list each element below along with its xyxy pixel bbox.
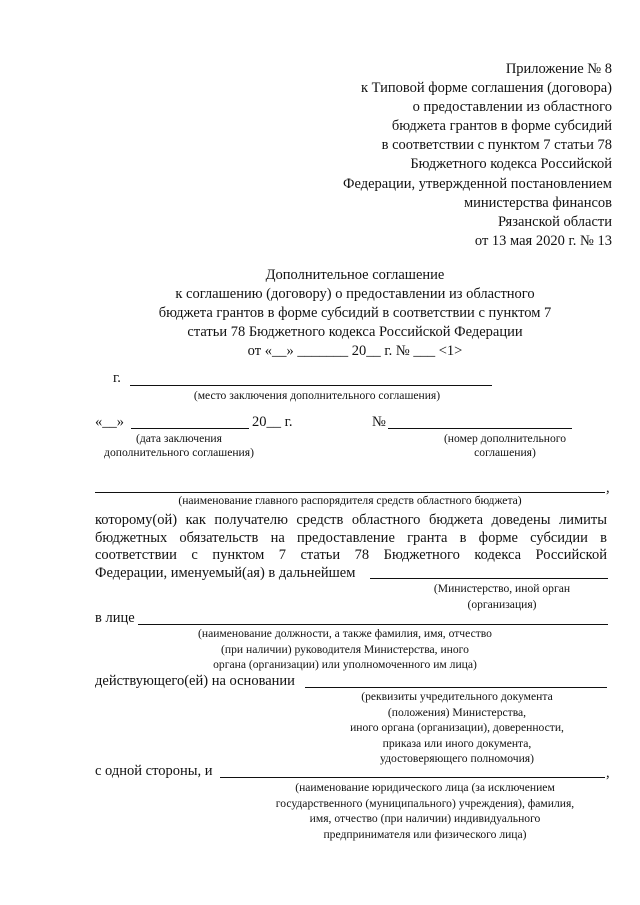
body-line-1: которому(ой) как получателю средств областного бюджета доведены лимиты	[95, 512, 607, 528]
ministry-caption-line: (Министерство, иной орган	[433, 582, 571, 595]
title-line: бюджета грантов в форме субсидий в соответствии с пунктом 7	[158, 305, 552, 321]
number-caption-line: (номер дополнительного	[443, 432, 567, 445]
distributor-caption: (наименование главного распорядителя средств областного бюджета)	[178, 494, 522, 507]
person-blank	[138, 624, 608, 625]
title-line: к соглашению (договору) о предоставлении из областного	[175, 286, 535, 302]
person-caption	[160, 626, 530, 673]
date-year: 20__ г.	[252, 414, 293, 430]
date-caption	[84, 432, 274, 460]
party-blank	[220, 777, 605, 778]
basis-caption-line: (реквизиты учредительного документа	[361, 690, 553, 703]
appendix-line: к Типовой форме соглашения (договора)	[360, 80, 612, 97]
ministry-blank	[370, 578, 608, 579]
basis-caption-line: удостоверяющего полномочия)	[380, 752, 534, 765]
appendix-line: от 13 мая 2020 г. № 13	[474, 232, 612, 249]
number-caption	[410, 432, 600, 460]
number-caption-line: соглашения)	[474, 446, 536, 459]
date-blank	[131, 428, 249, 429]
party-caption-line: имя, отчество (при наличии) индивидуального	[309, 812, 541, 825]
party-caption-line: предпринимателя или физического лица)	[323, 827, 527, 841]
party-caption-line: (наименование юридического лица (за исключением	[295, 781, 555, 794]
body-line-4: Федерации, именуемый(ая) в дальнейшем	[95, 564, 356, 581]
party-label: с одной стороны, и	[95, 763, 213, 779]
place-caption: (место заключения дополнительного соглашения)	[193, 389, 441, 402]
party-comma: ,	[606, 765, 610, 781]
title-line: Дополнительное соглашение	[265, 267, 445, 283]
appendix-line: министерства финансов	[463, 194, 612, 211]
date-caption-line: дополнительного соглашения)	[104, 446, 254, 459]
basis-caption-line: приказа или иного документа,	[382, 736, 532, 750]
date-open: «__»	[95, 414, 124, 430]
distributor-blank	[95, 492, 605, 493]
person-caption-line: (при наличии) руководителя Министерства, иного	[221, 642, 469, 656]
appendix-header	[252, 60, 612, 251]
person-caption-line: (наименование должности, а также фамилия, имя, отчество	[198, 627, 492, 640]
ministry-caption-line: (организация)	[467, 598, 537, 611]
appendix-line: в соответствии с пунктом 7 статьи 78	[381, 137, 612, 154]
body-line-2: бюджетных обязательств на предоставление гранта в форме субсидии в	[95, 529, 607, 546]
body-line-3: соответствии с пунктом 7 статьи 78 Бюджетного кодекса Российской	[95, 547, 607, 563]
basis-caption-line: иного органа (организации), доверенности,	[350, 721, 564, 734]
appendix-line: Рязанской области	[498, 213, 612, 230]
place-prefix: г.	[113, 370, 121, 386]
party-caption-line: государственного (муниципального) учреждения), фамилия,	[275, 796, 575, 810]
ministry-caption	[420, 581, 584, 613]
appendix-line: Бюджетного кодекса Российской	[410, 156, 612, 173]
place-blank	[130, 385, 492, 386]
appendix-line: бюджета грантов в форме субсидий	[391, 118, 612, 135]
number-sign: №	[372, 414, 386, 430]
date-caption-line: (дата заключения	[136, 432, 222, 445]
basis-label: действующего(ей) на основании	[95, 673, 295, 689]
person-caption-line: органа (организации) или уполномоченного им лица)	[213, 658, 477, 671]
person-label: в лице	[95, 610, 135, 626]
appendix-line: Приложение № 8	[505, 61, 612, 77]
basis-caption	[326, 689, 588, 767]
title-line: статьи 78 Бюджетного кодекса Российской Федерации	[187, 324, 523, 340]
appendix-line: Федерации, утвержденной постановлением	[343, 175, 612, 192]
appendix-line: о предоставлении из областного	[412, 99, 612, 116]
number-blank	[388, 428, 572, 429]
basis-blank	[305, 687, 607, 688]
title-line: от «__» _______ 20__ г. № ___ <1>	[247, 343, 463, 359]
party-caption	[240, 780, 610, 842]
document-title	[60, 266, 640, 361]
basis-caption-line: (положения) Министерства,	[387, 705, 527, 719]
distributor-comma: ,	[606, 480, 610, 496]
